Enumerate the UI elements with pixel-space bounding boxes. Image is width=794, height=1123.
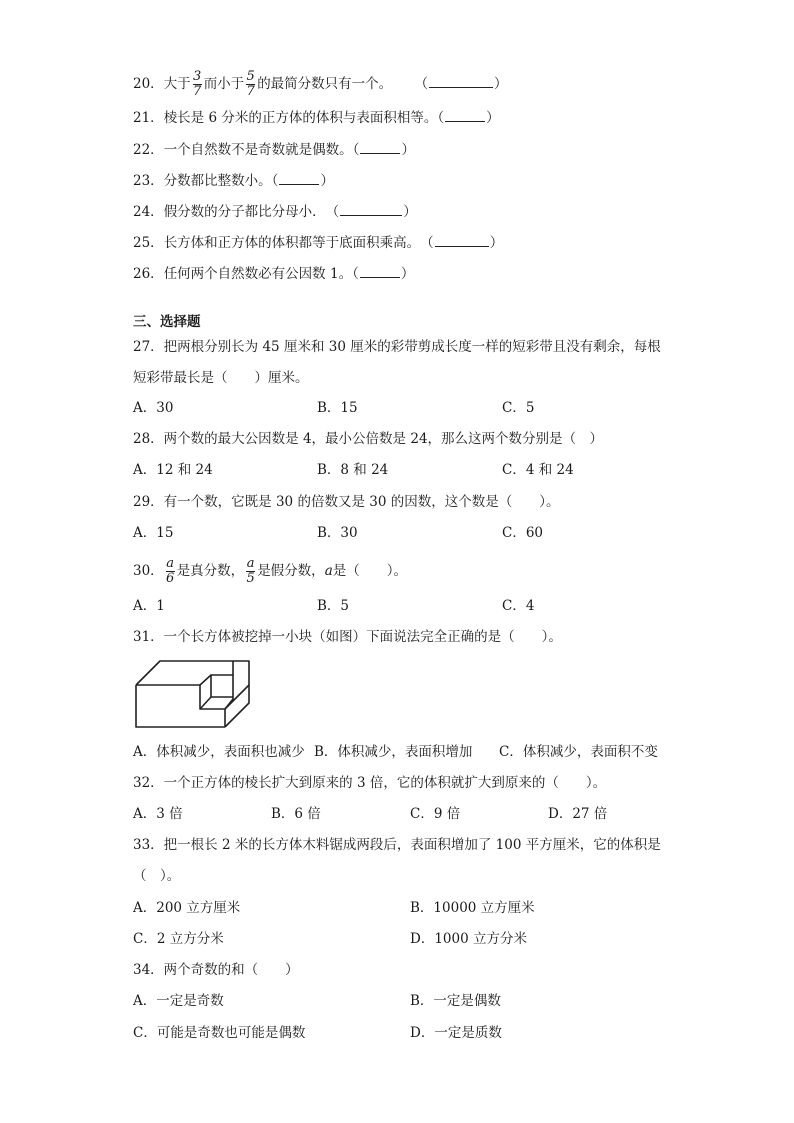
- option-d[interactable]: D．1000 立方分米: [410, 931, 527, 947]
- section-title: 三、选择题: [133, 314, 201, 330]
- answer-blank[interactable]: [340, 201, 402, 216]
- option-b[interactable]: B．体积减少，表面积增加: [314, 744, 473, 760]
- answer-blank[interactable]: [435, 232, 489, 247]
- answer-blank[interactable]: [360, 263, 400, 278]
- question-34: 34．两个奇数的和（ ）: [133, 962, 299, 978]
- fraction-a-6: $\frac{a}{6}$: [166, 556, 175, 586]
- variable-a: a: [324, 563, 333, 579]
- question-22: 22．一个自然数不是奇数就是偶数。（ ）: [133, 139, 415, 160]
- option-b[interactable]: B．6 倍: [271, 806, 321, 822]
- answer-blank[interactable]: [360, 139, 400, 154]
- option-a[interactable]: A．30: [133, 400, 174, 416]
- fraction-a-5: $\frac{a}{5}$: [246, 556, 255, 586]
- question-23: 23．分数都比整数小。（ ）: [133, 170, 334, 191]
- option-a[interactable]: A．体积减少，表面积也减少: [133, 744, 305, 760]
- answer-blank[interactable]: [279, 170, 319, 185]
- option-b[interactable]: B．10000 立方厘米: [410, 900, 535, 916]
- option-a[interactable]: A．15: [133, 525, 174, 541]
- question-27-cont: 短彩带最长是（ ）厘米。: [133, 370, 309, 386]
- question-29: 29．有一个数，它既是 30 的倍数又是 30 的因数，这个数是（ ）。: [133, 494, 560, 510]
- question-33: 33．把一根长 2 米的长方体木料锯成两段后，表面积增加了 100 平方厘米，它的体积是: [133, 837, 661, 853]
- option-a[interactable]: A．1: [133, 598, 165, 614]
- fraction-3-7: $\frac{3}{7}$: [193, 69, 202, 99]
- option-a[interactable]: A．200 立方厘米: [133, 900, 241, 916]
- option-c[interactable]: C．4 和 24: [502, 462, 574, 478]
- option-b[interactable]: B．5: [317, 598, 350, 614]
- question-25: 25．长方体和正方体的体积都等于底面积乘高。 （ ）: [133, 232, 503, 253]
- question-33-cont: （ ）。: [133, 868, 181, 884]
- cuboid-figure: [134, 658, 254, 730]
- option-b[interactable]: B．15: [317, 400, 358, 416]
- option-c[interactable]: C．2 立方分米: [133, 931, 224, 947]
- option-b[interactable]: B．8 和 24: [317, 462, 389, 478]
- fraction-5-7: $\frac{5}{7}$: [246, 69, 255, 99]
- option-a[interactable]: A．一定是奇数: [133, 993, 224, 1009]
- option-a[interactable]: A．12 和 24: [133, 462, 213, 478]
- question-27: 27．把两根分别长为 45 厘米和 30 厘米的彩带剪成长度一样的短彩带且没有剩余，每根: [133, 339, 661, 355]
- question-30: 30． $\frac{a}{6}$ 是真分数， $\frac{a}{5}$ 是假分数，a是（ ）。: [133, 556, 407, 586]
- question-number: 20．: [133, 76, 164, 92]
- answer-blank[interactable]: [445, 107, 485, 122]
- option-c[interactable]: C．60: [502, 525, 544, 541]
- question-32: 32．一个正方体的棱长扩大到原来的 3 倍，它的体积就扩大到原来的（ ）。: [133, 775, 607, 791]
- question-21: 21．棱长是 6 分米的正方体的体积与表面积相等。（ ）: [133, 107, 500, 128]
- option-b[interactable]: B．30: [317, 525, 358, 541]
- question-20: 20．大于 $\frac{3}{7}$ 而小于 $\frac{5}{7}$ 的最简分数只有一个。 （ ）: [133, 69, 508, 99]
- option-b[interactable]: B．一定是偶数: [410, 993, 501, 1009]
- option-d[interactable]: D．一定是质数: [410, 1025, 502, 1041]
- option-c[interactable]: C．5: [502, 400, 535, 416]
- question-26: 26．任何两个自然数必有公因数 1。（ ）: [133, 263, 414, 284]
- option-d[interactable]: D．27 倍: [548, 806, 608, 822]
- option-c[interactable]: C．9 倍: [410, 806, 461, 822]
- option-c[interactable]: C．4: [502, 598, 535, 614]
- question-24: 24．假分数的分子都比分母小． （ ）: [133, 201, 417, 222]
- option-c[interactable]: C．体积减少，表面积不变: [499, 744, 658, 760]
- answer-blank[interactable]: [429, 73, 493, 88]
- question-28: 28．两个数的最大公因数是 4，最小公倍数是 24，那么这两个数分别是（ ）: [133, 431, 604, 447]
- question-31: 31．一个长方体被挖掉一小块（如图）下面说法完全正确的是（ ）。: [133, 629, 562, 645]
- option-a[interactable]: A．3 倍: [133, 806, 183, 822]
- option-c[interactable]: C．可能是奇数也可能是偶数: [133, 1025, 306, 1041]
